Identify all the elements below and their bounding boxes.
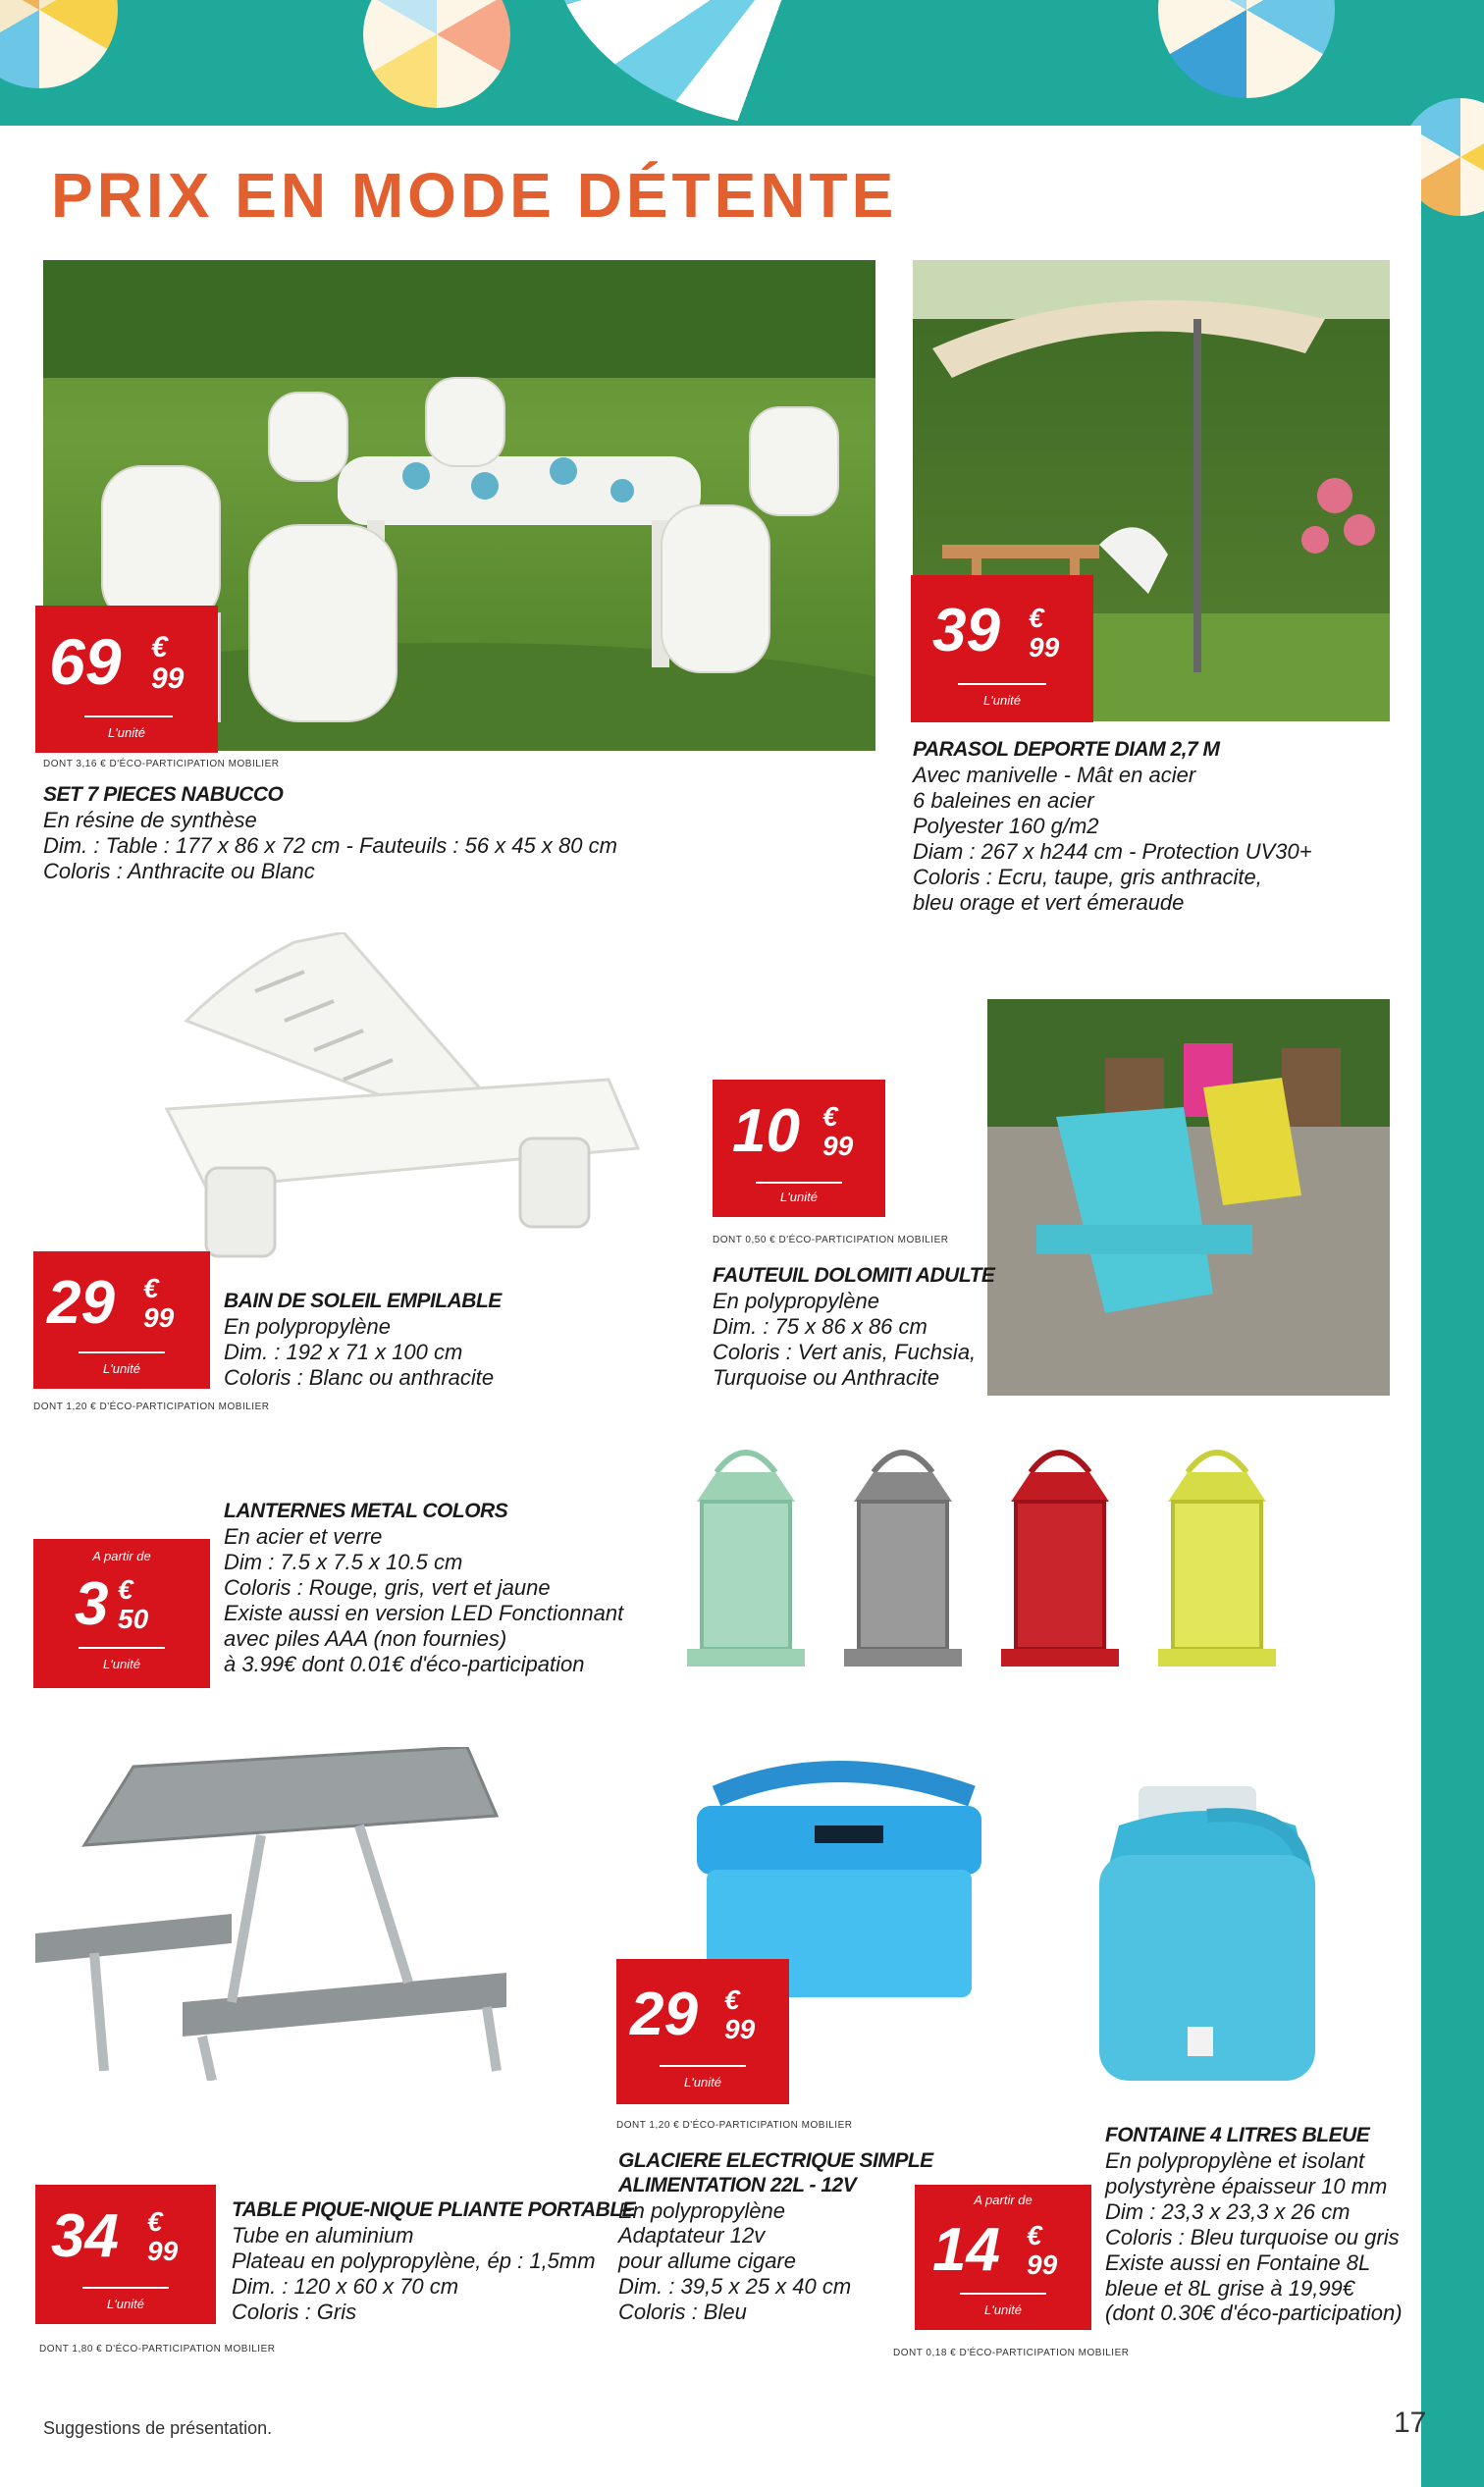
product-text-bain-de-soleil <box>224 1290 502 1391</box>
product-name: TABLE PIQUE-NIQUE PLIANTE PORTABLE <box>232 2198 636 2221</box>
price-unit: L'unité <box>983 693 1021 708</box>
lantern-yellow <box>1158 1453 1276 1667</box>
price-from: A partir de <box>974 2193 1033 2207</box>
price-cents: 99 <box>143 1302 175 1333</box>
product-detail: Coloris : Gris <box>232 2299 357 2324</box>
product-detail: En polypropylène et isolant <box>1105 2147 1365 2173</box>
price-currency: € <box>822 1101 838 1132</box>
product-text-parasol <box>913 738 1312 915</box>
product-detail: Dim. : 39,5 x 25 x 40 cm <box>618 2274 852 2300</box>
price-cents: 50 <box>118 1604 149 1634</box>
price-divider <box>756 1182 842 1184</box>
price-euros: 34 <box>51 2202 119 2270</box>
eco-participation-nabucco: DONT 3,16 € D'ÉCO-PARTICIPATION MOBILIER <box>43 759 280 769</box>
price-unit: L'unité <box>780 1190 818 1204</box>
product-detail: Dim : 23,3 x 23,3 x 26 cm <box>1105 2198 1351 2224</box>
product-text-nabucco <box>43 783 617 884</box>
product-name: SET 7 PIECES NABUCCO <box>43 783 284 806</box>
price-currency: € <box>151 631 168 663</box>
product-text-dolomiti <box>713 1264 994 1391</box>
price-badge-dolomiti <box>713 1080 885 1217</box>
product-detail: (dont 0.30€ d'éco-participation) <box>1105 2301 1403 2326</box>
price-cents: 99 <box>724 2014 756 2044</box>
product-detail: Coloris : Bleu turquoise ou gris <box>1105 2224 1400 2249</box>
price-divider <box>79 1351 165 1353</box>
price-divider <box>960 2293 1046 2295</box>
product-detail: Dim. : 192 x 71 x 100 cm <box>224 1339 463 1364</box>
price-currency: € <box>1029 603 1044 633</box>
price-badge-table-pique-nique <box>35 2185 216 2324</box>
product-detail: bleue et 8L grise à 19,99€ <box>1105 2275 1355 2301</box>
price-badge-nabucco <box>35 606 218 753</box>
product-detail: Coloris : Blanc ou anthracite <box>224 1364 495 1390</box>
price-unit: L'unité <box>107 2297 144 2311</box>
price-cents: 99 <box>1029 632 1060 662</box>
product-detail: Dim : 7.5 x 7.5 x 10.5 cm <box>224 1549 463 1574</box>
price-cents: 99 <box>822 1131 854 1161</box>
product-detail: Plateau en polypropylène, ép : 1,5mm <box>232 2248 596 2273</box>
product-text-table-pique-nique <box>232 2198 635 2325</box>
dolomiti-illustration <box>987 999 1390 1396</box>
product-detail: Coloris : Bleu <box>618 2300 747 2325</box>
product-detail: Existe aussi en version LED Fonctionnant <box>224 1600 624 1625</box>
side-band <box>1421 0 1484 2487</box>
product-detail: Polyester 160 g/m2 <box>913 813 1099 838</box>
product-name: ALIMENTATION 22L - 12V <box>618 2173 857 2196</box>
price-currency: € <box>1027 2220 1042 2250</box>
price-unit: L'unité <box>984 2302 1022 2317</box>
product-detail: Dim. : 75 x 86 x 86 cm <box>713 1313 928 1339</box>
product-detail: Dim. : 120 x 60 x 70 cm <box>232 2273 459 2299</box>
product-detail: bleu orage et vert émeraude <box>913 889 1185 915</box>
lantern-grey <box>844 1453 962 1667</box>
price-badge-glaciere <box>616 1959 789 2104</box>
price-euros: 39 <box>932 597 1000 664</box>
product-detail: Coloris : Ecru, taupe, gris anthracite, <box>913 864 1262 889</box>
product-detail: Existe aussi en Fontaine 8L <box>1105 2249 1371 2275</box>
water-jug-photo <box>1080 1786 1335 2100</box>
eco-participation-bain-de-soleil: DONT 1,20 € D'ÉCO-PARTICIPATION MOBILIER <box>33 1402 270 1412</box>
eco-participation-fontaine: DONT 0,18 € D'ÉCO-PARTICIPATION MOBILIER <box>893 2348 1130 2358</box>
page-title: PRIX EN MODE DÉTENTE <box>51 160 898 231</box>
product-name: PARASOL DEPORTE DIAM 2,7 M <box>913 738 1220 761</box>
price-euros: 10 <box>732 1097 800 1165</box>
product-text-lanternes <box>224 1500 623 1676</box>
price-divider <box>958 683 1046 685</box>
price-badge-parasol <box>911 575 1093 722</box>
picnic-table-photo <box>35 1747 585 2081</box>
eco-participation-table-pique-nique: DONT 1,80 € D'ÉCO-PARTICIPATION MOBILIER <box>39 2344 276 2355</box>
product-name: BAIN DE SOLEIL EMPILABLE <box>224 1290 502 1312</box>
price-unit: L'unité <box>684 2075 721 2090</box>
price-divider <box>660 2065 746 2067</box>
price-currency: € <box>143 1273 159 1303</box>
sun-lounger-photo <box>147 932 658 1266</box>
price-unit: L'unité <box>103 1361 140 1376</box>
product-text-fontaine <box>1105 2124 1403 2326</box>
product-name: FAUTEUIL DOLOMITI ADULTE <box>713 1264 995 1287</box>
price-cents: 99 <box>1027 2249 1058 2280</box>
dolomiti-chair-photo <box>987 999 1390 1396</box>
price-euros: 29 <box>47 1269 115 1337</box>
price-currency: € <box>118 1574 133 1605</box>
lanterns-photo <box>677 1433 1315 1708</box>
product-detail: Coloris : Vert anis, Fuchsia, <box>713 1339 977 1364</box>
product-detail: pour allume cigare <box>618 2249 796 2274</box>
price-unit: L'unité <box>103 1657 140 1671</box>
footer-note: Suggestions de présentation. <box>43 2418 273 2438</box>
product-detail: Avec manivelle - Mât en acier <box>913 762 1196 787</box>
product-detail: à 3.99€ dont 0.01€ d'éco-participation <box>224 1651 585 1676</box>
product-detail: Adaptateur 12v <box>618 2223 766 2249</box>
eco-participation-glaciere: DONT 1,20 € D'ÉCO-PARTICIPATION MOBILIER <box>616 2120 853 2131</box>
product-detail: Tube en aluminium <box>232 2222 414 2248</box>
beach-ball-right <box>1158 0 1335 98</box>
product-detail: Diam : 267 x h244 cm - Protection UV30+ <box>913 838 1312 864</box>
umbrella-decoration <box>550 0 1060 128</box>
product-detail: 6 baleines en acier <box>913 787 1094 813</box>
price-cents: 99 <box>151 662 185 695</box>
product-name: FONTAINE 4 LITRES BLEUE <box>1105 2124 1370 2146</box>
product-text-glaciere <box>618 2149 933 2325</box>
lantern-red <box>1001 1453 1119 1667</box>
price-euros: 14 <box>932 2216 1000 2284</box>
beach-ball-left <box>0 0 118 88</box>
eco-participation-dolomiti: DONT 0,50 € D'ÉCO-PARTICIPATION MOBILIER <box>713 1235 949 1245</box>
price-unit: L'unité <box>108 725 145 740</box>
product-detail: En polypropylène <box>618 2197 786 2223</box>
price-from: A partir de <box>92 1549 151 1563</box>
price-currency: € <box>724 1984 740 2015</box>
product-detail: Coloris : Rouge, gris, vert et jaune <box>224 1574 551 1600</box>
product-detail: avec piles AAA (non fournies) <box>224 1625 507 1651</box>
product-detail: Turquoise ou Anthracite <box>713 1364 940 1390</box>
price-currency: € <box>147 2206 163 2237</box>
price-euros: 29 <box>630 1981 698 2048</box>
product-detail: En résine de synthèse <box>43 807 257 832</box>
header-band <box>0 0 1484 128</box>
beach-ball-center <box>363 0 510 108</box>
product-name: GLACIERE ELECTRIQUE SIMPLE <box>618 2149 933 2172</box>
product-detail: En polypropylène <box>713 1288 880 1313</box>
price-divider <box>82 2287 169 2289</box>
product-detail: Dim. : Table : 177 x 86 x 72 cm - Fauteuils : 56 x 45 x 80 cm <box>43 832 617 858</box>
product-detail: En polypropylène <box>224 1313 392 1339</box>
product-detail: polystyrène épaisseur 10 mm <box>1105 2173 1388 2198</box>
lantern-green <box>687 1453 805 1667</box>
price-euros: 3 <box>75 1570 109 1638</box>
product-detail: Coloris : Anthracite ou Blanc <box>43 858 315 883</box>
price-badge-lanternes <box>33 1539 210 1688</box>
price-euros: 69 <box>49 625 122 698</box>
price-badge-bain-de-soleil <box>33 1251 210 1389</box>
price-badge-fontaine <box>915 2185 1091 2330</box>
price-divider <box>84 715 173 717</box>
price-divider <box>79 1647 165 1649</box>
page-number: 17 <box>1394 2407 1427 2439</box>
product-detail: En acier et verre <box>224 1523 383 1549</box>
price-cents: 99 <box>147 2236 179 2266</box>
product-name: LANTERNES METAL COLORS <box>224 1500 508 1522</box>
